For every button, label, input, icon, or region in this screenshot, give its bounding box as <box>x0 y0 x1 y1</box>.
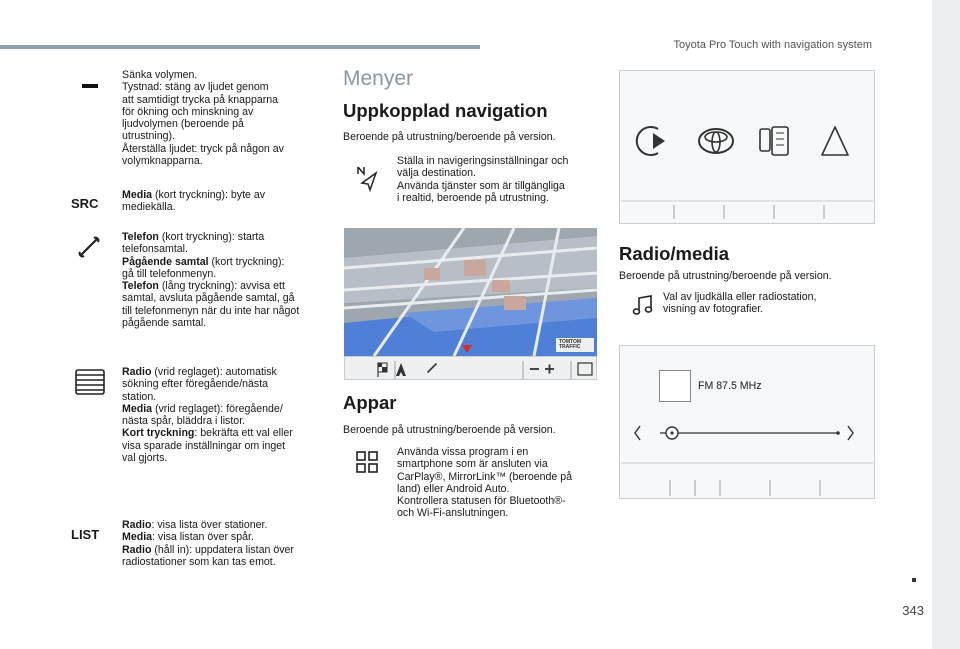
list-description: Radio: visa lista över stationer. Media: visa listan över spår. Radio (håll in): uppdatera listan över radiostationer som kan tas emot. <box>122 519 294 568</box>
phone-icon <box>78 236 100 258</box>
minus-icon <box>82 84 98 88</box>
section-marker <box>912 578 916 582</box>
apps-screen-icons <box>620 71 874 223</box>
phone-description: Telefon (kort tryckning): starta telefonsamtal. Pågående samtal (kort tryckning): gå till telefonmenyn. Telefon (lång tryckning): avvisa ett samtal, avsluta pågående samtal, gå till telefonmenyn när du inte har något pågående samtal. <box>122 231 300 330</box>
map-toolbar <box>344 356 597 380</box>
apps-description: Använda vissa program i en smartphone som är ansluten via CarPlay®, MirrorLink™ (beroende på land) eller Android Auto. Kontrollera statusen för Bluetooth®- och Wi-Fi-anslutningen. <box>397 446 573 520</box>
src-label: SRC <box>71 196 99 211</box>
dial-description: Radio (vrid reglaget): automatisk sökning efter föregående/nästa station. Media (vrid reglaget): föregående/ nästa spår, bläddra i listor. Kort tryckning: bekräfta ett val eller visa sparade inställningar om inget val gjorts. <box>122 366 293 465</box>
menus-heading: Menyer <box>343 67 414 90</box>
apps-heading: Appar <box>343 392 397 413</box>
station-logo-placeholder <box>659 370 691 402</box>
page-edge-strip <box>932 0 960 649</box>
src-description: Media (kort tryckning): byte av mediekälla. <box>122 189 266 214</box>
page-number: 343 <box>902 603 924 618</box>
map-toolbar-icons <box>345 357 598 381</box>
apps-intro: Beroende på utrustning/beroende på version. <box>343 424 556 436</box>
radio-screen-graphics <box>620 346 874 498</box>
navigation-icon <box>356 165 378 191</box>
navigation-map-screenshot <box>344 228 597 356</box>
list-label: LIST <box>71 527 100 542</box>
map-illustration <box>344 228 597 356</box>
header-rule <box>0 45 480 49</box>
nav-heading: Uppkopplad navigation <box>343 100 548 121</box>
music-note-icon <box>632 294 654 316</box>
radio-description: Val av ljudkälla eller radiostation, visning av fotografier. <box>663 291 817 316</box>
dial-icon <box>75 369 105 395</box>
radio-screen-screenshot <box>619 345 875 499</box>
radio-intro: Beroende på utrustning/beroende på version. <box>619 270 832 282</box>
apps-screen-screenshot <box>619 70 875 224</box>
fm-frequency-label: FM 87.5 MHz <box>698 380 762 392</box>
apps-grid-icon <box>356 451 378 473</box>
nav-intro: Beroende på utrustning/beroende på version. <box>343 131 556 143</box>
nav-description: Ställa in navigeringsinställningar och välja destination. Använda tjänster som är tillgängliga i realtid, beroende på utrustning. <box>397 155 569 204</box>
volume-description: Sänka volymen. Tystnad: stäng av ljudet genom att samtidigt trycka på knapparna för ökning och minskning av ljudvolymen (beroende på utrustning). Återställa ljudet: tryck på någon av volymknapparna. <box>122 69 284 168</box>
tomtom-traffic-logo: TOMTOM TRAFFIC <box>559 339 582 350</box>
running-header: Toyota Pro Touch with navigation system <box>673 39 872 51</box>
radio-heading: Radio/media <box>619 243 729 264</box>
